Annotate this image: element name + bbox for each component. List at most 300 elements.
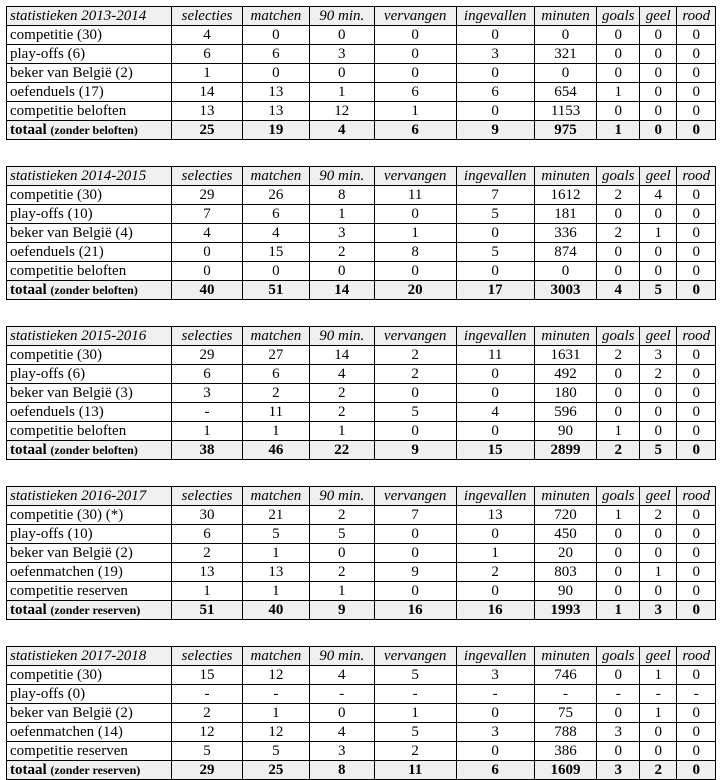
cell-value: 1 <box>309 205 374 224</box>
row-label: play-offs (0) <box>7 685 172 704</box>
season-title: statistieken 2013-2014 <box>7 7 172 26</box>
cell-value: 6 <box>172 365 243 384</box>
total-value: 9 <box>309 601 374 620</box>
cell-value: 0 <box>374 544 456 563</box>
cell-value: 788 <box>534 723 597 742</box>
column-header: geel <box>639 327 676 346</box>
cell-value: 7 <box>374 506 456 525</box>
column-header: rood <box>677 647 716 666</box>
total-value: 3003 <box>534 281 597 300</box>
cell-value: 12 <box>309 102 374 121</box>
row-label: competitie (30) <box>7 346 172 365</box>
cell-value: 13 <box>456 506 534 525</box>
cell-value: 12 <box>242 723 309 742</box>
column-header: selecties <box>172 647 243 666</box>
total-value: 8 <box>309 761 374 780</box>
cell-value: 1 <box>597 83 640 102</box>
cell-value: 1 <box>242 582 309 601</box>
cell-value: 5 <box>374 403 456 422</box>
table-row <box>7 403 716 422</box>
cell-value: 0 <box>597 365 640 384</box>
total-value: 25 <box>242 761 309 780</box>
row-label: beker van België (2) <box>7 704 172 723</box>
header-row <box>7 167 716 186</box>
cell-value: 0 <box>456 422 534 441</box>
row-label: oefenduels (21) <box>7 243 172 262</box>
cell-value: 6 <box>456 83 534 102</box>
cell-value: 0 <box>456 26 534 45</box>
cell-value: 0 <box>309 544 374 563</box>
table-row <box>7 506 716 525</box>
cell-value: 720 <box>534 506 597 525</box>
cell-value: 12 <box>172 723 243 742</box>
cell-value: 0 <box>597 544 640 563</box>
season-stats-table <box>6 646 716 780</box>
total-value: 19 <box>242 121 309 140</box>
total-row <box>7 281 716 300</box>
row-label: competitie reserven <box>7 742 172 761</box>
table-row <box>7 64 716 83</box>
total-value: 17 <box>456 281 534 300</box>
total-value: 4 <box>597 281 640 300</box>
table-row <box>7 205 716 224</box>
total-label-cell <box>7 121 172 140</box>
total-value: 3 <box>597 761 640 780</box>
cell-value: 29 <box>172 346 243 365</box>
cell-value: 0 <box>597 403 640 422</box>
cell-value: 0 <box>677 544 716 563</box>
cell-value: 2 <box>597 186 640 205</box>
cell-value: 803 <box>534 563 597 582</box>
cell-value: 1 <box>242 704 309 723</box>
row-label: play-offs (10) <box>7 525 172 544</box>
cell-value: 1 <box>374 224 456 243</box>
column-header: 90 min. <box>309 7 374 26</box>
cell-value: 30 <box>172 506 243 525</box>
cell-value: 2 <box>374 742 456 761</box>
cell-value: 0 <box>456 582 534 601</box>
cell-value: 0 <box>677 83 716 102</box>
cell-value: 3 <box>456 45 534 64</box>
row-label: competitie beloften <box>7 422 172 441</box>
total-value: 11 <box>374 761 456 780</box>
cell-value: 0 <box>374 525 456 544</box>
cell-value: 3 <box>172 384 243 403</box>
total-value: 51 <box>242 281 309 300</box>
cell-value: 0 <box>309 704 374 723</box>
cell-value: 0 <box>597 102 640 121</box>
total-value: 51 <box>172 601 243 620</box>
cell-value: 4 <box>309 365 374 384</box>
cell-value: 0 <box>456 365 534 384</box>
season-title: statistieken 2015-2016 <box>7 327 172 346</box>
row-label: beker van België (2) <box>7 64 172 83</box>
column-header: vervangen <box>374 7 456 26</box>
total-value: 40 <box>242 601 309 620</box>
total-value: 2 <box>597 441 640 460</box>
column-header: vervangen <box>374 487 456 506</box>
cell-value: 0 <box>374 45 456 64</box>
cell-value: - <box>172 403 243 422</box>
table-row <box>7 685 716 704</box>
cell-value: 0 <box>597 563 640 582</box>
total-value: 4 <box>309 121 374 140</box>
column-header: 90 min. <box>309 647 374 666</box>
cell-value: 6 <box>242 365 309 384</box>
cell-value: 29 <box>172 186 243 205</box>
column-header: selecties <box>172 487 243 506</box>
cell-value: 1 <box>172 64 243 83</box>
cell-value: 12 <box>242 666 309 685</box>
cell-value: 654 <box>534 83 597 102</box>
table-row <box>7 723 716 742</box>
cell-value: 0 <box>639 723 676 742</box>
cell-value: 4 <box>639 186 676 205</box>
cell-value: - <box>374 685 456 704</box>
season-title: statistieken 2014-2015 <box>7 167 172 186</box>
cell-value: 0 <box>677 365 716 384</box>
column-header: geel <box>639 7 676 26</box>
total-value: 9 <box>374 441 456 460</box>
row-label: competitie (30) <box>7 666 172 685</box>
cell-value: 75 <box>534 704 597 723</box>
cell-value: 0 <box>242 64 309 83</box>
cell-value: 13 <box>172 563 243 582</box>
table-row <box>7 346 716 365</box>
cell-value: 6 <box>374 83 456 102</box>
cell-value: 0 <box>456 102 534 121</box>
cell-value: 0 <box>374 384 456 403</box>
cell-value: 0 <box>677 26 716 45</box>
total-value: 1609 <box>534 761 597 780</box>
cell-value: 1 <box>639 563 676 582</box>
total-label: totaal <box>10 601 47 618</box>
cell-value: 0 <box>456 224 534 243</box>
cell-value: 0 <box>677 224 716 243</box>
total-value: 3 <box>639 601 676 620</box>
cell-value: 336 <box>534 224 597 243</box>
column-header: ingevallen <box>456 487 534 506</box>
cell-value: 5 <box>309 525 374 544</box>
cell-value: 1 <box>374 704 456 723</box>
total-value: 2899 <box>534 441 597 460</box>
table-row <box>7 224 716 243</box>
cell-value: 2 <box>639 506 676 525</box>
total-value: 14 <box>309 281 374 300</box>
cell-value: 5 <box>242 742 309 761</box>
total-value: 0 <box>677 601 716 620</box>
cell-value: 1 <box>456 544 534 563</box>
cell-value: 0 <box>597 742 640 761</box>
row-label: competitie (30) <box>7 186 172 205</box>
cell-value: 0 <box>677 506 716 525</box>
cell-value: 0 <box>456 704 534 723</box>
cell-value: 0 <box>597 45 640 64</box>
cell-value: - <box>597 685 640 704</box>
cell-value: 13 <box>242 102 309 121</box>
column-header: minuten <box>534 167 597 186</box>
cell-value: 0 <box>374 262 456 281</box>
column-header: ingevallen <box>456 167 534 186</box>
total-label: totaal <box>10 121 47 138</box>
total-value: 5 <box>639 281 676 300</box>
cell-value: 1 <box>374 102 456 121</box>
cell-value: 746 <box>534 666 597 685</box>
cell-value: 0 <box>374 422 456 441</box>
cell-value: - <box>639 685 676 704</box>
column-header: goals <box>597 647 640 666</box>
total-label-cell <box>7 761 172 780</box>
cell-value: 15 <box>172 666 243 685</box>
season-stats-table <box>6 326 716 460</box>
total-label-cell <box>7 441 172 460</box>
column-header: rood <box>677 327 716 346</box>
column-header: ingevallen <box>456 647 534 666</box>
cell-value: 1 <box>242 544 309 563</box>
column-header: selecties <box>172 167 243 186</box>
cell-value: - <box>677 685 716 704</box>
cell-value: 5 <box>172 742 243 761</box>
row-label: oefenduels (17) <box>7 83 172 102</box>
cell-value: 8 <box>309 186 374 205</box>
row-label: oefenmatchen (14) <box>7 723 172 742</box>
cell-value: 1153 <box>534 102 597 121</box>
total-value: 16 <box>456 601 534 620</box>
cell-value: 2 <box>172 704 243 723</box>
total-value: 29 <box>172 761 243 780</box>
cell-value: 90 <box>534 422 597 441</box>
column-header: rood <box>677 487 716 506</box>
cell-value: 5 <box>456 205 534 224</box>
cell-value: 2 <box>242 384 309 403</box>
total-value: 0 <box>677 441 716 460</box>
table-row <box>7 563 716 582</box>
cell-value: 0 <box>639 422 676 441</box>
cell-value: 321 <box>534 45 597 64</box>
cell-value: - <box>534 685 597 704</box>
table-row <box>7 365 716 384</box>
cell-value: 0 <box>639 544 676 563</box>
cell-value: 0 <box>456 525 534 544</box>
total-value: 46 <box>242 441 309 460</box>
cell-value: 0 <box>677 45 716 64</box>
cell-value: 0 <box>639 83 676 102</box>
column-header: vervangen <box>374 327 456 346</box>
cell-value: 5 <box>242 525 309 544</box>
cell-value: 0 <box>374 582 456 601</box>
header-row <box>7 7 716 26</box>
row-label: beker van België (2) <box>7 544 172 563</box>
cell-value: 2 <box>309 506 374 525</box>
cell-value: 0 <box>597 666 640 685</box>
total-value: 38 <box>172 441 243 460</box>
cell-value: 1 <box>309 83 374 102</box>
total-value: 2 <box>639 761 676 780</box>
season-stats-table <box>6 486 716 620</box>
table-row <box>7 544 716 563</box>
column-header: matchen <box>242 487 309 506</box>
total-value: 1 <box>597 601 640 620</box>
table-row <box>7 186 716 205</box>
cell-value: 2 <box>374 346 456 365</box>
cell-value: 2 <box>309 243 374 262</box>
cell-value: 11 <box>456 346 534 365</box>
cell-value: 3 <box>309 224 374 243</box>
total-value: 1993 <box>534 601 597 620</box>
season-title: statistieken 2016-2017 <box>7 487 172 506</box>
cell-value: 2 <box>172 544 243 563</box>
cell-value: 1 <box>172 422 243 441</box>
cell-value: 0 <box>597 205 640 224</box>
cell-value: 0 <box>597 64 640 83</box>
total-sublabel: (zonder beloften) <box>50 442 138 457</box>
row-label: play-offs (6) <box>7 365 172 384</box>
cell-value: 0 <box>677 186 716 205</box>
column-header: selecties <box>172 7 243 26</box>
cell-value: 1612 <box>534 186 597 205</box>
cell-value: 0 <box>639 525 676 544</box>
total-value: 6 <box>456 761 534 780</box>
cell-value: 0 <box>677 102 716 121</box>
cell-value: 14 <box>172 83 243 102</box>
cell-value: 0 <box>639 384 676 403</box>
column-header: goals <box>597 487 640 506</box>
cell-value: 1 <box>309 582 374 601</box>
row-label: competitie (30) <box>7 26 172 45</box>
total-row <box>7 441 716 460</box>
cell-value: 386 <box>534 742 597 761</box>
table-row <box>7 422 716 441</box>
cell-value: 13 <box>242 563 309 582</box>
header-row <box>7 487 716 506</box>
column-header: rood <box>677 7 716 26</box>
cell-value: 0 <box>309 26 374 45</box>
cell-value: 1 <box>597 422 640 441</box>
cell-value: 0 <box>374 205 456 224</box>
cell-value: 11 <box>242 403 309 422</box>
column-header: matchen <box>242 327 309 346</box>
column-header: vervangen <box>374 647 456 666</box>
column-header: minuten <box>534 647 597 666</box>
cell-value: - <box>242 685 309 704</box>
total-row <box>7 601 716 620</box>
cell-value: 0 <box>639 102 676 121</box>
cell-value: 4 <box>172 224 243 243</box>
column-header: matchen <box>242 647 309 666</box>
cell-value: 0 <box>677 384 716 403</box>
cell-value: 7 <box>456 186 534 205</box>
cell-value: 0 <box>309 64 374 83</box>
season-title: statistieken 2017-2018 <box>7 647 172 666</box>
total-label: totaal <box>10 281 47 298</box>
cell-value: 0 <box>677 422 716 441</box>
table-row <box>7 243 716 262</box>
cell-value: 15 <box>242 243 309 262</box>
total-row <box>7 121 716 140</box>
cell-value: 3 <box>597 723 640 742</box>
column-header: goals <box>597 327 640 346</box>
cell-value: 14 <box>309 346 374 365</box>
table-row <box>7 102 716 121</box>
column-header: goals <box>597 167 640 186</box>
column-header: ingevallen <box>456 7 534 26</box>
cell-value: 0 <box>597 525 640 544</box>
row-label: beker van België (4) <box>7 224 172 243</box>
total-sublabel: (zonder beloften) <box>50 282 138 297</box>
cell-value: 0 <box>639 64 676 83</box>
column-header: goals <box>597 7 640 26</box>
cell-value: 5 <box>374 666 456 685</box>
row-label: play-offs (10) <box>7 205 172 224</box>
cell-value: 0 <box>677 346 716 365</box>
cell-value: 1 <box>172 582 243 601</box>
cell-value: 2 <box>309 384 374 403</box>
total-sublabel: (zonder beloften) <box>50 122 138 137</box>
table-row <box>7 742 716 761</box>
cell-value: 0 <box>639 582 676 601</box>
cell-value: 1 <box>639 704 676 723</box>
cell-value: 0 <box>534 262 597 281</box>
cell-value: 0 <box>309 262 374 281</box>
cell-value: 5 <box>374 723 456 742</box>
cell-value: 0 <box>677 243 716 262</box>
table-row <box>7 26 716 45</box>
cell-value: 90 <box>534 582 597 601</box>
column-header: matchen <box>242 7 309 26</box>
total-value: 5 <box>639 441 676 460</box>
table-row <box>7 525 716 544</box>
cell-value: 0 <box>597 243 640 262</box>
cell-value: 3 <box>456 666 534 685</box>
cell-value: 2 <box>597 224 640 243</box>
column-header: geel <box>639 647 676 666</box>
total-value: 0 <box>677 761 716 780</box>
cell-value: 596 <box>534 403 597 422</box>
column-header: minuten <box>534 327 597 346</box>
cell-value: 2 <box>456 563 534 582</box>
cell-value: 6 <box>242 45 309 64</box>
cell-value: 0 <box>639 742 676 761</box>
cell-value: - <box>456 685 534 704</box>
total-value: 1 <box>597 121 640 140</box>
total-value: 20 <box>374 281 456 300</box>
row-label: oefenmatchen (19) <box>7 563 172 582</box>
cell-value: 20 <box>534 544 597 563</box>
column-header: rood <box>677 167 716 186</box>
cell-value: 3 <box>639 346 676 365</box>
total-value: 975 <box>534 121 597 140</box>
total-value: 22 <box>309 441 374 460</box>
total-sublabel: (zonder reserven) <box>50 762 141 777</box>
cell-value: 11 <box>374 186 456 205</box>
cell-value: 4 <box>242 224 309 243</box>
row-label: competitie beloften <box>7 262 172 281</box>
total-label-cell <box>7 601 172 620</box>
cell-value: 3 <box>456 723 534 742</box>
header-row <box>7 647 716 666</box>
table-row <box>7 704 716 723</box>
cell-value: 0 <box>677 666 716 685</box>
total-value: 0 <box>677 121 716 140</box>
cell-value: 2 <box>639 365 676 384</box>
cell-value: 0 <box>597 262 640 281</box>
cell-value: 1 <box>639 224 676 243</box>
cell-value: 2 <box>374 365 456 384</box>
cell-value: 0 <box>597 704 640 723</box>
cell-value: 6 <box>242 205 309 224</box>
cell-value: 0 <box>677 582 716 601</box>
cell-value: 4 <box>172 26 243 45</box>
